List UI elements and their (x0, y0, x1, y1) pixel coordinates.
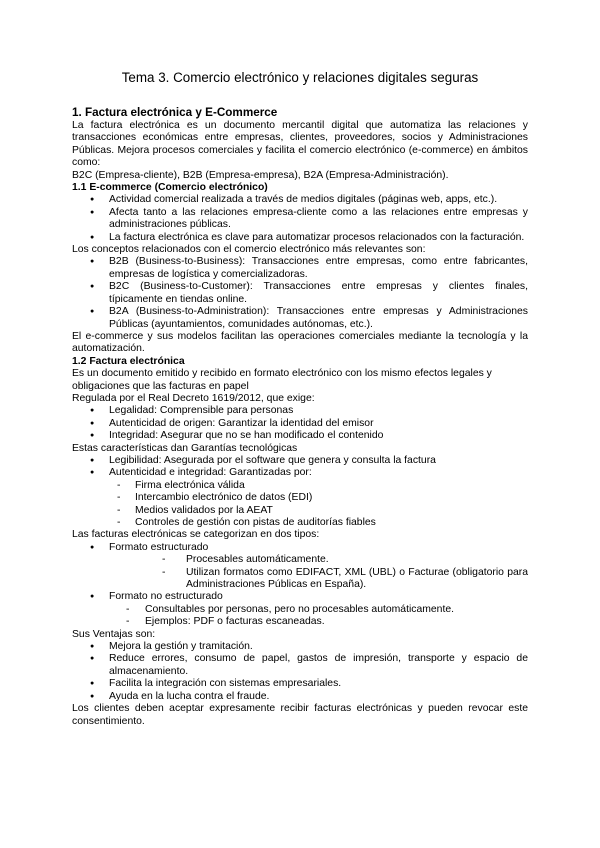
list-item: ● B2B (Business-to-Business): Transacciones entre empresas, como entre fabricantes, empresas de logística y comercializadoras. (72, 256, 528, 281)
document-page (72, 70, 528, 728)
decree-text: Regulada por el Real Decreto 1619/2012, que exige: (72, 392, 315, 404)
guarantees-intro: Estas características dan Garantías tecnológicas (72, 442, 298, 454)
list-item: ● B2C (Business-to-Customer): Transacciones entre empresas y clientes finales, típicamente en tiendas online. (72, 281, 528, 306)
list-item: ● Ayuda en la lucha contra el fraude. (72, 691, 528, 703)
list-item: - Medios validados por la AEAT (72, 505, 528, 517)
list-item: ● Integridad: Asegurar que no se han modificado el contenido (72, 430, 528, 442)
types-intro: Las facturas electrónicas se categorizan en dos tipos: (72, 529, 320, 541)
list-item: ● Legibilidad: Asegurada por el software que genera y consulta la factura (72, 455, 528, 467)
invoice-definition: Es un documento emitido y recibido en formato electrónico con los mismo efectos legales y obligaciones que las facturas en papel (72, 368, 492, 392)
concepts-intro: Los conceptos relacionados con el comercio electrónico más relevantes son: (72, 244, 426, 256)
section-1-scopes: B2C (Empresa-cliente), B2B (Empresa-empresa), B2A (Empresa-Administración). (72, 169, 449, 181)
closing-text: Los clientes deben aceptar expresamente recibir facturas electrónicas y pueden revocar este consentimiento. (72, 703, 528, 727)
section-1-2-heading: 1.2 Factura electrónica (72, 355, 185, 367)
section-1-intro: La factura electrónica es un documento mercantil digital que automatiza las relaciones y transacciones económicas entre empresas, clientes, proveedores, socios y Administraciones Públicas. Mejora procesos comerciales y facilita el comercio electrónico (e-commerce) en ámbitos como: (72, 120, 528, 169)
advantages-list (72, 641, 528, 703)
list-item: ● Legalidad: Comprensible para personas (72, 405, 528, 417)
list-item: - Utilizan formatos como EDIFACT, XML (UBL) o Facturae (obligatorio para Administraciones Públicas en España). (72, 567, 528, 592)
types-list-unstructured (72, 591, 528, 603)
list-item: ● Facilita la integración con sistemas empresariales. (72, 678, 528, 690)
guarantee-auth-label: Autenticidad e integridad: Garantizadas por: (109, 467, 312, 479)
section-1-heading: 1. Factura electrónica y E-Commerce (72, 106, 278, 119)
requirements-list (72, 405, 528, 442)
list-item: ● Formato estructurado (72, 542, 528, 554)
list-item: ● Autenticidad de origen: Garantizar la identidad del emisor (72, 418, 528, 430)
section-1-1-heading: 1.1 E-commerce (Comercio electrónico) (72, 182, 268, 194)
advantages-intro: Sus Ventajas son: (72, 628, 156, 640)
ecommerce-list (72, 194, 528, 244)
concepts-outro: El e-commerce y sus modelos facilitan las operaciones comerciales mediante la tecnología y la automatización. (72, 330, 528, 355)
guarantees-list (72, 455, 528, 480)
list-item: ● B2A (Business-to-Administration): Transacciones entre empresas y Administraciones Públicas (ayuntamientos, comunidades autónomas, etc.). (72, 306, 528, 331)
list-item: - Firma electrónica válida (72, 480, 528, 492)
unstructured-items-list (72, 604, 528, 629)
list-item: ● La factura electrónica es clave para automatizar procesos relacionados con la facturación. (72, 232, 528, 244)
list-item: ● Actividad comercial realizada a través de medios digitales (páginas web, apps, etc.). (72, 194, 528, 206)
list-item: - Intercambio electrónico de datos (EDI) (72, 492, 528, 504)
list-item: - Ejemplos: PDF o facturas escaneadas. (72, 616, 528, 628)
structured-items-list (72, 554, 528, 591)
list-item: - Consultables por personas, pero no procesables automáticamente. (72, 604, 528, 616)
list-item: ● Formato no estructurado (72, 591, 528, 603)
list-item: ● Mejora la gestión y tramitación. (72, 641, 528, 653)
concepts-list (72, 256, 528, 330)
auth-items-list (72, 480, 528, 530)
list-item: - Controles de gestión con pistas de auditorías fiables (72, 517, 528, 529)
list-item: - Procesables automáticamente. (72, 554, 528, 566)
document-title: Tema 3. Comercio electrónico y relaciones digitales seguras (121, 70, 479, 85)
list-item (72, 467, 528, 479)
types-list-structured (72, 542, 528, 554)
list-item: ● Reduce errores, consumo de papel, gastos de impresión, transporte y espacio de almacenamiento. (72, 653, 528, 678)
list-item: ● Afecta tanto a las relaciones empresa-cliente como a las relaciones entre empresas y administraciones públicas. (72, 207, 528, 232)
